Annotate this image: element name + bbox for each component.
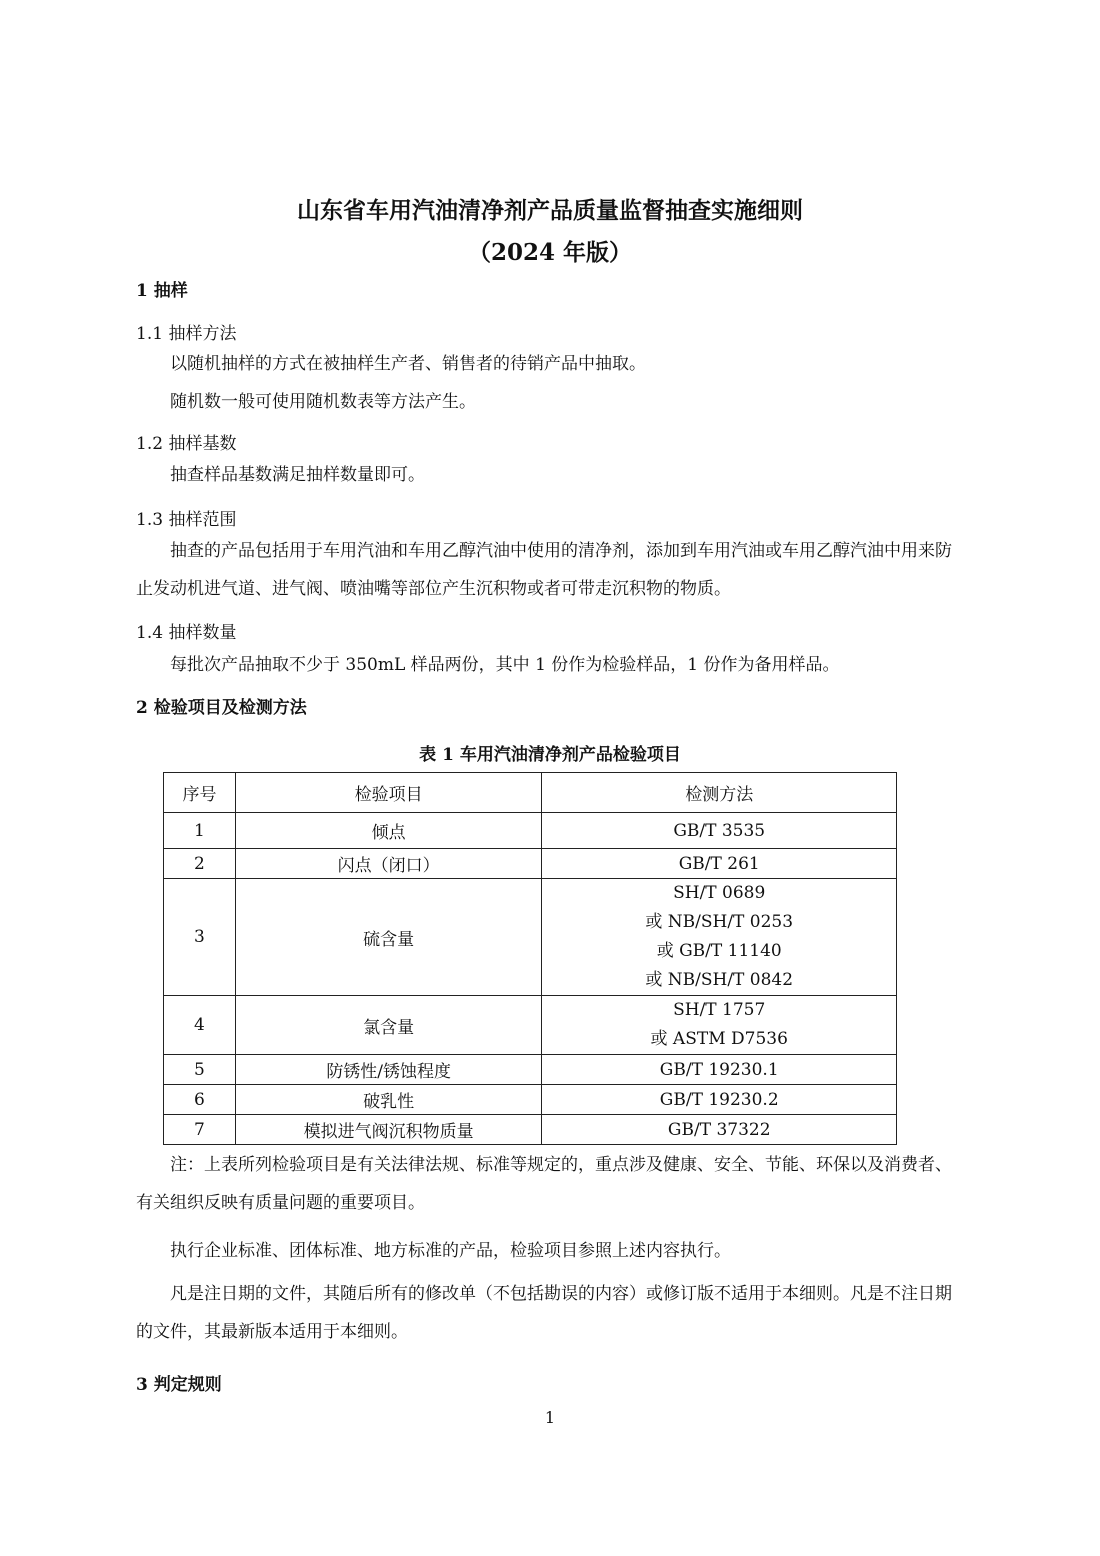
table-row <box>164 996 897 1055</box>
row-item: 闪点（闭口） <box>235 849 542 879</box>
table-row <box>164 879 897 996</box>
row-methods <box>542 996 897 1055</box>
row-serial-no: 4 <box>164 996 236 1055</box>
section-1-3-heading: 1.3 抽样范围 <box>136 510 237 530</box>
page-number: 1 <box>544 1408 556 1427</box>
table-header-row <box>164 773 897 813</box>
section-1-4-heading: 1.4 抽样数量 <box>136 623 237 643</box>
row-serial-no: 5 <box>164 1055 236 1085</box>
inspection-items-table <box>163 772 897 1145</box>
row-item: 防锈性/锈蚀程度 <box>235 1055 542 1085</box>
method-line: 或 NB/SH/T 0253 <box>645 912 794 932</box>
table-row <box>164 1115 897 1145</box>
document-subtitle: （2024 年版） <box>467 239 633 266</box>
method-line: SH/T 1757 <box>673 1000 766 1020</box>
header-test-method: 检测方法 <box>542 773 897 813</box>
row-item: 模拟进气阀沉积物质量 <box>235 1115 542 1145</box>
section-1-heading: 1 抽样 <box>136 281 188 301</box>
row-serial-no: 7 <box>164 1115 236 1145</box>
section-3-heading: 3 判定规则 <box>136 1375 222 1395</box>
section-1-1-paragraph-2: 随机数一般可使用随机数表等方法产生。 <box>170 392 476 412</box>
row-method: GB/T 261 <box>542 849 897 879</box>
table-row <box>164 1055 897 1085</box>
section-1-4-paragraph: 每批次产品抽取不少于 350mL 样品两份，其中 1 份作为检验样品，1 份作为备用样品。 <box>170 655 840 675</box>
method-line: SH/T 0689 <box>673 883 766 903</box>
table-note-paragraph: 注：上表所列检验项目是有关法律法规、标准等规定的，重点涉及健康、安全、节能、环保以及消费者、有关组织反映有质量问题的重要项目。 <box>136 1155 952 1213</box>
row-methods <box>542 879 897 996</box>
row-method: GB/T 19230.2 <box>542 1085 897 1115</box>
table-row <box>164 849 897 879</box>
row-item: 倾点 <box>235 813 542 849</box>
section-2-heading: 2 检验项目及检测方法 <box>136 698 307 718</box>
row-serial-no: 1 <box>164 813 236 849</box>
section-1-1-paragraph-1: 以随机抽样的方式在被抽样生产者、销售者的待销产品中抽取。 <box>170 354 646 374</box>
section-1-3-paragraph: 抽查的产品包括用于车用汽油和车用乙醇汽油中使用的清净剂，添加到车用汽油或车用乙醇汽油中用来防止发动机进气道、进气阀、喷油嘴等部位产生沉积物或者可带走沉积物的物质。 <box>136 541 952 599</box>
method-line: 或 GB/T 11140 <box>656 941 782 961</box>
table-caption: 表 1 车用汽油清净剂产品检验项目 <box>419 745 681 765</box>
document-title: 山东省车用汽油清净剂产品质量监督抽查实施细则 <box>297 197 803 224</box>
section-1-1-heading: 1.1 抽样方法 <box>136 324 237 344</box>
table-row <box>164 813 897 849</box>
row-item: 氯含量 <box>235 996 542 1055</box>
method-line: 或 NB/SH/T 0842 <box>645 970 794 990</box>
table-row <box>164 1085 897 1115</box>
standards-note-paragraph: 执行企业标准、团体标准、地方标准的产品，检验项目参照上述内容执行。 <box>170 1241 731 1261</box>
row-method: GB/T 3535 <box>542 813 897 849</box>
row-serial-no: 6 <box>164 1085 236 1115</box>
method-line: 或 ASTM D7536 <box>650 1029 788 1049</box>
row-item: 破乳性 <box>235 1085 542 1115</box>
row-method: GB/T 37322 <box>542 1115 897 1145</box>
row-method: GB/T 19230.1 <box>542 1055 897 1085</box>
row-item: 硫含量 <box>235 879 542 996</box>
row-serial-no: 3 <box>164 879 236 996</box>
section-1-2-heading: 1.2 抽样基数 <box>136 434 237 454</box>
row-serial-no: 2 <box>164 849 236 879</box>
header-inspection-item: 检验项目 <box>235 773 542 813</box>
dated-references-paragraph: 凡是注日期的文件，其随后所有的修改单（不包括勘误的内容）或修订版不适用于本细则。凡是不注日期的文件，其最新版本适用于本细则。 <box>136 1284 952 1342</box>
section-1-2-paragraph: 抽查样品基数满足抽样数量即可。 <box>170 465 425 485</box>
header-serial-no: 序号 <box>164 773 236 813</box>
